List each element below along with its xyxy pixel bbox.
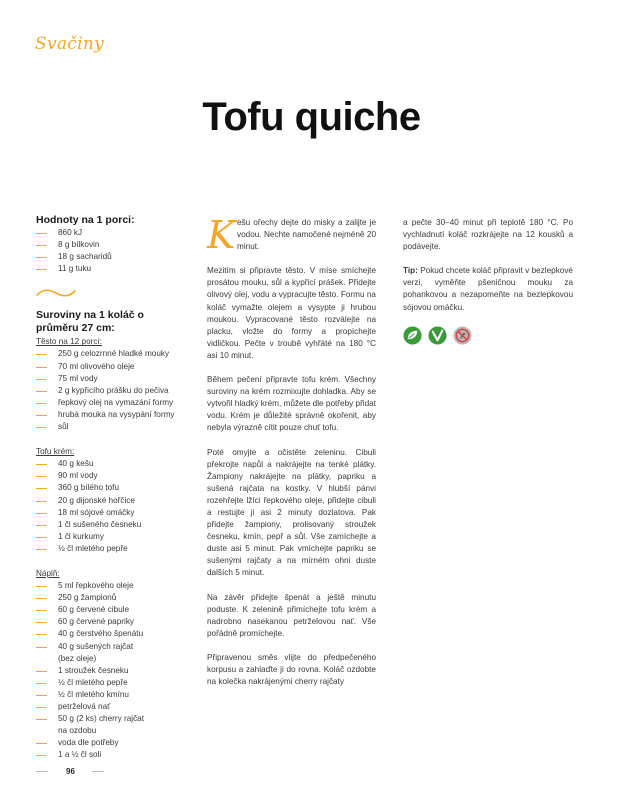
method-paragraph: Mezitím si připravte těsto. V míse smíchejte prosátou mouku, sůl a kypřicí prášek. Přidejte olivový olej, vodu a vypracujte těsto. Formu na koláč vymažte olejem a vysypte ji hrubou moukou. Vypracované těsto rozválejte na placku, vložte do formy a propíchejte vidličkou. Pečte v troubě vyhřáté na 180 °C asi 10 minut. xyxy=(207,266,376,360)
list-item: (bez oleje) xyxy=(58,653,97,663)
list-item: sůl xyxy=(36,421,182,433)
tofu-cream-list xyxy=(36,458,182,555)
tip-column xyxy=(403,217,573,345)
list-item: 50 g (2 ks) cherry rajčat xyxy=(36,713,182,725)
group-label: Těsto na 12 porcí: xyxy=(36,337,102,347)
list-item: 60 g červené cibule xyxy=(36,604,182,616)
list-item: 40 g sušených rajčat xyxy=(36,641,182,653)
vegetarian-check-icon xyxy=(428,326,447,345)
list-item: 40 g čerstvého špenátu xyxy=(36,628,182,640)
list-item: 1 čl sušeného česneku xyxy=(36,519,182,531)
page-title: Tofu quiche xyxy=(202,95,421,139)
filling-list xyxy=(36,580,182,761)
list-item: 90 ml vody xyxy=(36,470,182,482)
list-item: 60 g červené papriky xyxy=(36,616,182,628)
list-item: 1 čl kurkumy xyxy=(36,531,182,543)
page-number: 96 xyxy=(66,767,75,776)
list-item: 18 ml sójové omáčky xyxy=(36,507,182,519)
list-item: 70 ml olivového oleje xyxy=(36,361,182,373)
footer-rule-right xyxy=(92,771,104,772)
tip-text: Pokud chcete koláč připravit v bezlepkové verzi, vyměňte pšeničnou mouku za pohankovou a nezapomeňte na bezlepkovou sójovou omáčku. xyxy=(403,266,573,312)
list-item: 860 kJ xyxy=(36,227,182,239)
list-item: 20 g dijonské hořčice xyxy=(36,495,182,507)
method-column xyxy=(207,213,376,700)
ingredients-heading: Suroviny na 1 koláč o průměru 27 cm: xyxy=(36,309,144,335)
list-item: 1 stroužek česneku xyxy=(36,665,182,677)
method-paragraph: Během pečení připravte tofu krém. Všechny suroviny na krém rozmixujte dohladka. Aby se vytvořil hladký krém, můžete dle potřeby přidat vodu. Krém je důležité správně okořenit, aby nebyla výrazně cítit pouze chuť tofu. xyxy=(207,375,376,433)
list-item: 75 ml vody xyxy=(36,373,182,385)
method-paragraph: Poté omyjte a očistěte zeleninu. Cibuli překrojte napůl a nakrájejte na tenké plátky. Žampiony nakrájejte na plátky, papriku a sušená rajčata na kostky. V hlubší pánvi rozehřejte lžíci řepkového oleje, přidejte cibuli a restujte ji asi 2 minuty dozlatova. Pak přidejte žampiony, prolisovaný stroužek česneku, kmín, pepř a sůl. Vše zamíchejte a duste asi 5 minut. Pak vmíchejte papriku se sušenými rajčaty a na mírném ohni duste dalších 5 minut. xyxy=(207,447,376,578)
method-first-text: ešu ořechy dejte do misky a zalijte je vodou. Nechte namočené nejméně 20 minut. xyxy=(237,218,376,252)
wave-divider-icon xyxy=(36,288,76,298)
list-item: řepkový olej na vymazání formy xyxy=(36,397,182,409)
footer-rule-left xyxy=(36,771,48,772)
list-item: ½ čl mletého kmínu xyxy=(36,689,182,701)
drop-cap: K xyxy=(207,213,236,257)
ingredients-column xyxy=(36,214,182,761)
list-item: 1 a ½ čl soli xyxy=(36,749,182,761)
nutrition-heading: Hodnoty na 1 porci: xyxy=(36,214,135,226)
dough-list xyxy=(36,348,182,433)
list-item: 5 ml řepkového oleje xyxy=(36,580,182,592)
list-item: 40 g kešu xyxy=(36,458,182,470)
method-paragraph: Připravenou směs vlijte do předpečeného korpusu a zahlaďte ji do rovna. Koláč ozdobte na kolečka nakrájenými cherry rajčaty xyxy=(207,652,376,687)
list-item: 18 g sacharidů xyxy=(36,251,182,263)
section-label: Svačiny xyxy=(35,34,104,54)
diet-icons xyxy=(403,326,573,345)
list-item: 250 g celozrnné hladké mouky xyxy=(36,348,182,360)
method-continuation: a pečte 30–40 minut při teplotě 180 °C. Po vychladnutí koláč rozkrájejte na 12 kousků a podávejte. xyxy=(403,218,573,252)
nutrition-list xyxy=(36,227,182,275)
no-gluten-icon xyxy=(453,326,472,345)
list-item: 11 g tuku xyxy=(36,263,182,275)
list-item: hrubá mouka na vysypání formy xyxy=(36,409,182,421)
list-item: petrželová nať xyxy=(36,701,182,713)
method-intro xyxy=(207,213,376,257)
list-item: voda dle potřeby xyxy=(36,737,182,749)
list-item: 360 g bílého tofu xyxy=(36,482,182,494)
tip-label: Tip: xyxy=(403,266,418,276)
vegan-leaf-icon xyxy=(403,326,422,345)
group-label: Tofu krém: xyxy=(36,447,75,457)
list-item: ½ čl mletého pepře xyxy=(36,677,182,689)
list-item: 2 g kypřicího prášku do pečiva xyxy=(36,385,182,397)
method-paragraph: Na závěr přidejte špenát a ještě minutu poduste. K zelenině přimíchejte tofu krém a nadrobno nasekanou petrželovou nať. Vše pořádně promíchejte. xyxy=(207,592,376,638)
tip-paragraph xyxy=(403,265,573,313)
list-item: 8 g bílkovin xyxy=(36,239,182,251)
list-item: ½ čl mletého pepře xyxy=(36,543,182,555)
group-label: Náplň: xyxy=(36,568,60,578)
list-item: 250 g žampionů xyxy=(36,592,182,604)
list-item: na ozdobu xyxy=(58,726,97,736)
